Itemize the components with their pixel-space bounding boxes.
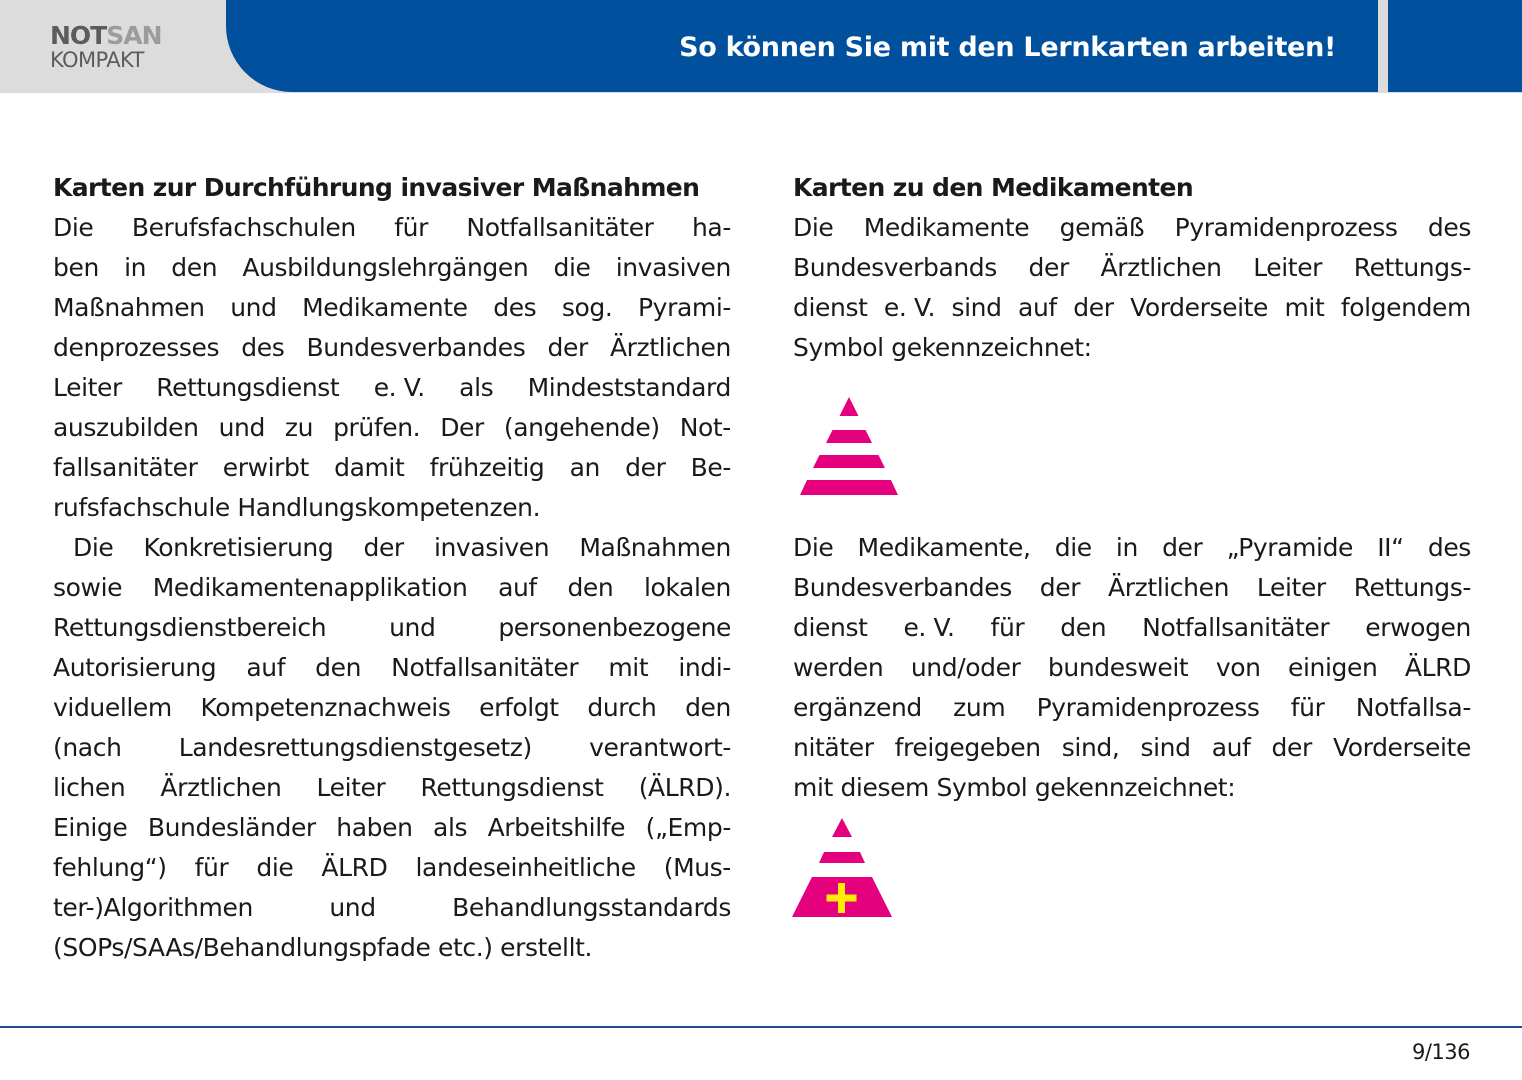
header-corner-block — [1388, 0, 1522, 92]
text-line: auszubilden und zu prüfen. Der (angehende) Not- — [53, 413, 731, 442]
text-line: Symbol gekennzeichnet: — [793, 333, 1092, 362]
footer-rule — [0, 1026, 1522, 1028]
text-line: (nach Landesrettungsdienstgesetz) verantwort- — [53, 733, 731, 762]
paragraph-medikamente-1 — [793, 208, 1471, 368]
text-line: Autorisierung auf den Notfallsanitäter mit indi- — [53, 653, 731, 682]
pyramid-plus-icon — [791, 817, 893, 919]
notsan-kompakt-logo — [50, 22, 180, 71]
page-number: 9/136 — [1411, 1040, 1470, 1064]
text-line: Einige Bundesländer haben als Arbeitshilfe („Emp- — [53, 813, 731, 842]
text-line: fallsanitäter erwirbt damit frühzeitig an der Be- — [53, 453, 731, 482]
text-line: Die Berufsfachschulen für Notfallsanitäter ha- — [53, 213, 731, 242]
text-line: dienst e. V. für den Notfallsanitäter erwogen — [793, 613, 1471, 642]
text-line: (SOPs/SAAs/Behandlungspfade etc.) erstellt. — [53, 933, 593, 962]
text-line: rufsfachschule Handlungskompetenzen. — [53, 493, 541, 522]
text-line: sowie Medikamentenapplikation auf den lokalen — [53, 573, 731, 602]
text-line: ergänzend zum Pyramidenprozess für Notfallsa- — [793, 693, 1471, 722]
text-line: dienst e. V. sind auf der Vorderseite mit folgendem — [793, 293, 1471, 322]
text-line: Bundesverbandes der Ärztlichen Leiter Rettungs- — [793, 573, 1471, 602]
header-divider — [1378, 0, 1388, 92]
paragraph-invasive-1 — [53, 208, 731, 528]
pyramid-icon — [798, 396, 900, 496]
paragraph-invasive-2 — [53, 528, 731, 968]
text-line: Maßnahmen und Medikamente des sog. Pyrami- — [53, 293, 731, 322]
text-line: lichen Ärztlichen Leiter Rettungsdienst (ÄLRD). — [53, 773, 731, 802]
text-line: Bundesverbands der Ärztlichen Leiter Rettungs- — [793, 253, 1471, 282]
text-line: werden und/oder bundesweit von einigen ÄLRD — [793, 653, 1471, 682]
logo-kompakt: KOMPAKT — [50, 48, 144, 72]
text-line: fehlung“) für die ÄLRD landeseinheitliche (Mus- — [53, 853, 731, 882]
text-line: ter-)Algorithmen und Behandlungsstandards — [53, 893, 731, 922]
text-line: Rettungsdienstbereich und personenbezogene — [53, 613, 731, 642]
text-line: viduellem Kompetenznachweis erfolgt durch den — [53, 693, 731, 722]
section-heading-invasive: Karten zur Durchführung invasiver Maßnahmen — [53, 173, 700, 202]
text-line: nitäter freigegeben sind, sind auf der Vorderseite — [793, 733, 1471, 762]
text-line: mit diesem Symbol gekennzeichnet: — [793, 773, 1236, 802]
text-line: Die Konkretisierung der invasiven Maßnahmen — [73, 533, 731, 562]
logo-notsan: NOTSAN — [50, 21, 162, 50]
header-bar — [0, 0, 1522, 93]
paragraph-medikamente-2 — [793, 528, 1471, 808]
section-heading-medikamente: Karten zu den Medikamenten — [793, 173, 1194, 202]
left-column — [53, 168, 731, 968]
text-line: denprozesses des Bundesverbandes der Ärztlichen — [53, 333, 731, 362]
text-line: Die Medikamente, die in der „Pyramide II“ des — [793, 533, 1471, 562]
text-line: ben in den Ausbildungslehrgängen die invasiven — [53, 253, 731, 282]
text-line: Die Medikamente gemäß Pyramidenprozess des — [793, 213, 1471, 242]
page-title: So können Sie mit den Lernkarten arbeiten! — [679, 32, 1336, 63]
text-line: Leiter Rettungsdienst e. V. als Mindeststandard — [53, 373, 731, 402]
